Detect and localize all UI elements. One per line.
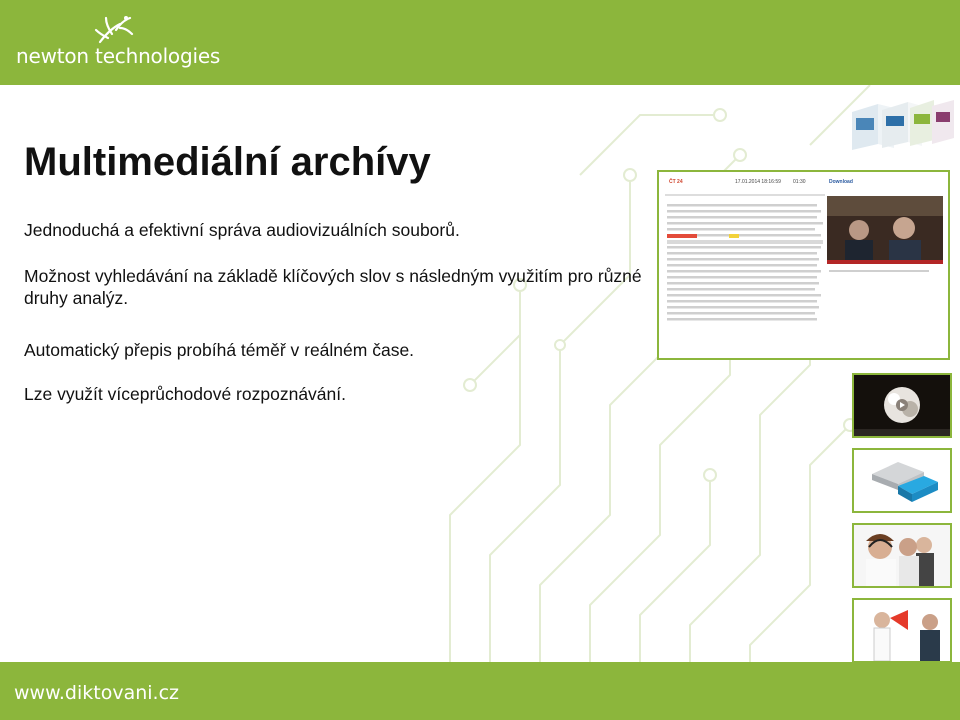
puzzle-thumbnail: [852, 448, 952, 513]
paragraph-1: Jednoduchá a efektivní správa audiovizuálních souborů.: [24, 220, 460, 240]
footer-bar: [0, 662, 960, 720]
media-player-thumbnail: [852, 373, 952, 438]
download-link[interactable]: Download: [829, 179, 853, 185]
megaphone-thumbnail: [852, 598, 952, 663]
datetime-label: 17.01.2014 18:16:59: [735, 179, 781, 185]
call-center-icon: [854, 525, 950, 586]
megaphone-icon: [854, 600, 950, 661]
call-center-thumbnail: [852, 523, 952, 588]
software-boxes-icon: [848, 98, 958, 150]
puzzle-icon: [854, 450, 950, 511]
paragraph-3: Automatický přepis probíhá téměř v reálném čase.: [24, 340, 415, 360]
leaf-logo-icon: [16, 14, 176, 46]
footer-url[interactable]: www.diktovani.cz: [14, 682, 179, 704]
logo-text: newton technologies: [16, 44, 221, 68]
page-title: Multimediální archívy: [24, 140, 431, 184]
duration-label: 01:30: [793, 179, 806, 185]
paragraph-4: Lze využít víceprůchodové rozpoznávání.: [24, 384, 346, 404]
archive-screenshot: [657, 170, 950, 360]
paragraph-2: Možnost vyhledávání na základě klíčových slov s následným využitím pro různé druhy analýz.: [24, 266, 642, 308]
header-bar: [0, 0, 960, 85]
channel-label: ČT 24: [669, 179, 683, 185]
media-player-icon: [854, 375, 950, 436]
